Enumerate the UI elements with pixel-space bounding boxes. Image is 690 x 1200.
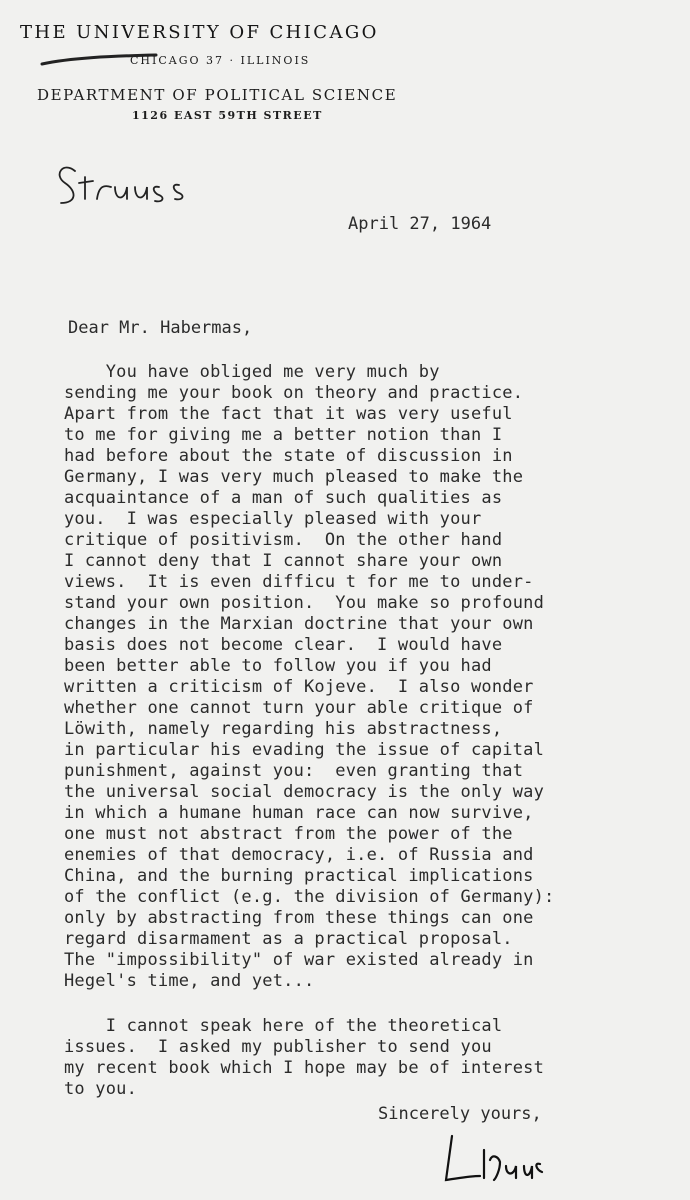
body-line: views. It is even difficu t for me to under- [64,572,534,592]
body-line: been better able to follow you if you had [64,656,492,676]
body-line: Germany, I was very much pleased to make the [64,467,524,487]
body-line: punishment, against you: even granting that [64,761,524,781]
body-line: sending me your book on theory and practice. [64,383,524,403]
body-line: China, and the burning practical implications [64,866,534,886]
body-line: of the conflict (e.g. the division of Germany): [64,887,555,907]
body-line: I cannot deny that I cannot share your own [64,551,503,571]
handwritten-annotation [55,155,205,215]
body-line: in particular his evading the issue of capital [64,740,545,760]
letter-date: April 27, 1964 [348,214,492,234]
body-line: the universal social democracy is the only way [64,782,545,802]
letterhead-city: CHICAGO 37 · ILLINOIS [130,54,311,67]
letterhead-university: THE UNIVERSITY OF CHICAGO [20,22,379,43]
body-line: in which a humane human race can now survive, [64,803,534,823]
body-line: issues. I asked my publisher to send you [64,1037,492,1057]
body-line: had before about the state of discussion in [64,446,513,466]
body-line: I cannot speak here of the theoretical [64,1016,503,1036]
letterhead-street: 1126 EAST 59TH STREET [132,109,323,122]
body-line: to me for giving me a better notion than I [64,425,503,445]
body-line: critique of positivism. On the other hand [64,530,503,550]
body-line: enemies of that democracy, i.e. of Russia and [64,845,534,865]
body-line: only by abstracting from these things can one [64,908,534,928]
salutation: Dear Mr. Habermas, [68,318,253,338]
closing: Sincerely yours, [378,1104,542,1124]
body-line: You have obliged me very much by [64,362,440,382]
body-line: Löwith, namely regarding his abstractness, [64,719,503,739]
body-line: whether one cannot turn your able critique of [64,698,534,718]
body-line: written a criticism of Kojeve. I also wonder [64,677,534,697]
body-line: basis does not become clear. I would have [64,635,503,655]
body-line: my recent book which I hope may be of interest [64,1058,545,1078]
letterhead-department: DEPARTMENT OF POLITICAL SCIENCE [37,86,398,104]
body-line: you. I was especially pleased with your [64,509,482,529]
body-line: Hegel's time, and yet... [64,971,315,991]
body-line: acquaintance of a man of such qualities as [64,488,503,508]
body-line: regard disarmament as a practical proposal. [64,929,513,949]
body-line: stand your own position. You make so profound [64,593,545,613]
pen-strike-mark [40,50,160,70]
body-line: The "impossibility" of war existed already in [64,950,534,970]
body-line: changes in the Marxian doctrine that your own [64,614,534,634]
handwritten-signature [440,1130,550,1190]
body-line: to you. [64,1079,138,1099]
body-line: Apart from the fact that it was very useful [64,404,513,424]
body-line: one must not abstract from the power of the [64,824,513,844]
